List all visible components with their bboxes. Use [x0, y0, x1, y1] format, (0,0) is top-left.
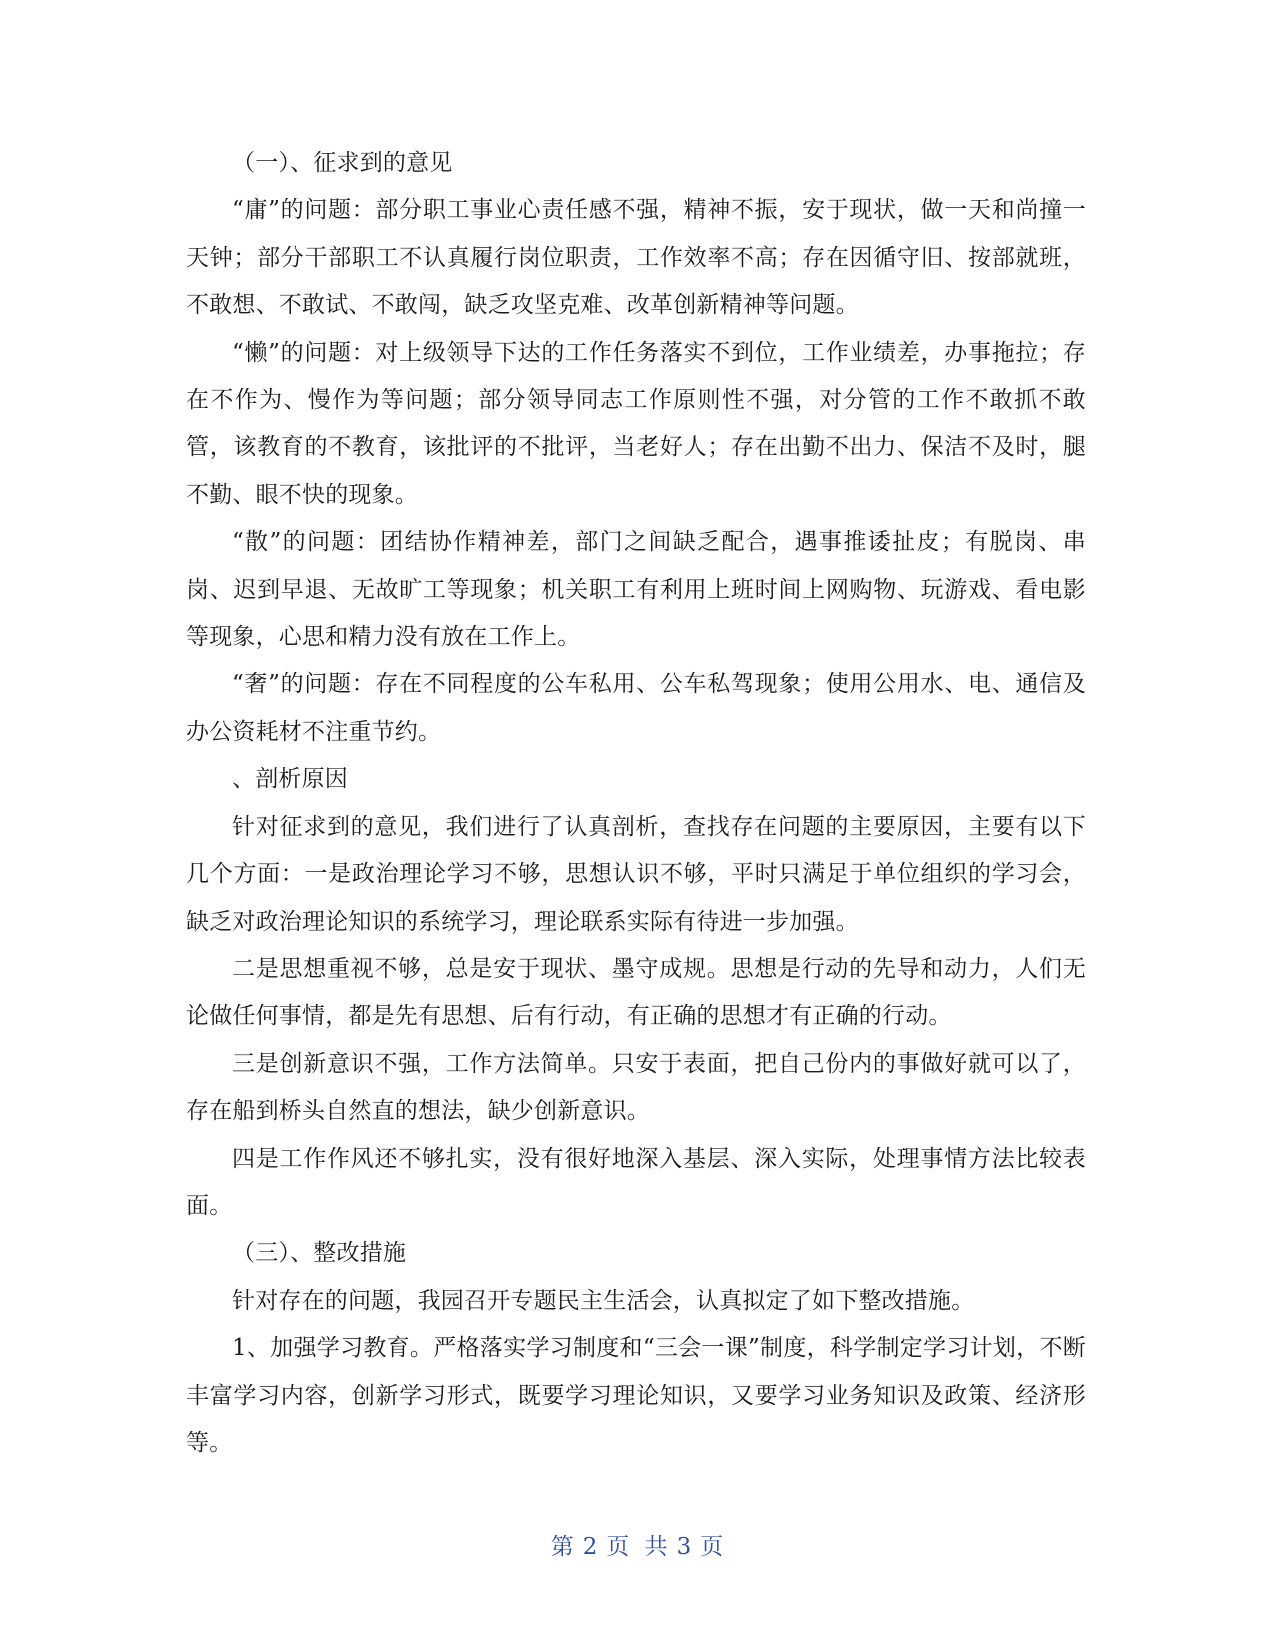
footer-total-pages: 3: [676, 1534, 693, 1560]
heading-measures: （三）、整改措施: [232, 1240, 407, 1267]
document-body: [186, 140, 1086, 1467]
page-footer: [0, 1528, 1275, 1561]
footer-suffix: 页: [700, 1534, 725, 1560]
paragraph-reason-one: 针对征求到的意见，我们进行了认真剖析，查找存在问题的主要原因，主要有以下几个方面：一是政治理论学习不够，思想认识不够，平时只满足于单位组织的学习会，缺乏对政治理论知识的系统学习，理论联系实际有待进一步加强。: [186, 813, 1086, 935]
paragraph-measure-one: 1、加强学习教育。严格落实学习制度和“三会一课”制度，科学制定学习计划，不断丰富学习内容，创新学习形式，既要学习理论知识，又要学习业务知识及政策、经济形等。: [186, 1335, 1086, 1456]
paragraph-reason-two: 二是思想重视不够，总是安于现状、墨守成规。思想是行动的先导和动力，人们无论做任何事情，都是先有思想、后有行动，有正确的思想才有正确的行动。: [186, 955, 1086, 1030]
paragraph-reason-three: 三是创新意识不强，工作方法简单。只安于表面，把自己份内的事做好就可以了，存在船到桥头自然直的想法，缺少创新意识。: [186, 1050, 1086, 1125]
paragraph-measures-intro: 针对存在的问题，我园召开专题民主生活会，认真拟定了如下整改措施。: [232, 1287, 975, 1314]
footer-middle: 页 共: [606, 1534, 669, 1560]
heading-opinions: （一）、征求到的意见: [232, 150, 453, 176]
paragraph-san-problem: “散”的问题：团结协作精神差，部门之间缺乏配合，遇事推诿扯皮；有脱岗、串岗、迟到早退、无故旷工等现象；机关职工有利用上班时间上网购物、玩游戏、看电影等现象，心思和精力没有放在工作上。: [186, 529, 1086, 651]
paragraph-reason-four: 四是工作作风还不够扎实，没有很好地深入基层、深入实际，处理事情方法比较表面。: [186, 1145, 1086, 1219]
paragraph-yong-problem: “庸”的问题：部分职工事业心责任感不强，精神不振，安于现状，做一天和尚撞一天钟；部分干部职工不认真履行岗位职责，工作效率不高；存在因循守旧、按部就班，不敢想、不敢试、不敢闯，缺乏攻坚克难、改革创新精神等问题。: [186, 197, 1086, 319]
heading-analysis: 、剖析原因: [232, 766, 348, 793]
footer-prefix: 第: [550, 1534, 575, 1560]
paragraph-lan-problem: “懒”的问题：对上级领导下达的工作任务落实不到位，工作业绩差，办事拖拉；存在不作为、慢作为等问题；部分领导同志工作原则性不强，对分管的工作不敢抓不敢管，该教育的不教育，该批评的不批评，当老好人；存在出勤不出力、保洁不及时，腿不勤、眼不快的现象。: [186, 339, 1086, 508]
paragraph-she-problem: “奢”的问题：存在不同程度的公车私用、公车私驾现象；使用公用水、电、通信及办公资耗材不注重节约。: [186, 671, 1086, 745]
footer-page-number: 2: [582, 1534, 599, 1560]
